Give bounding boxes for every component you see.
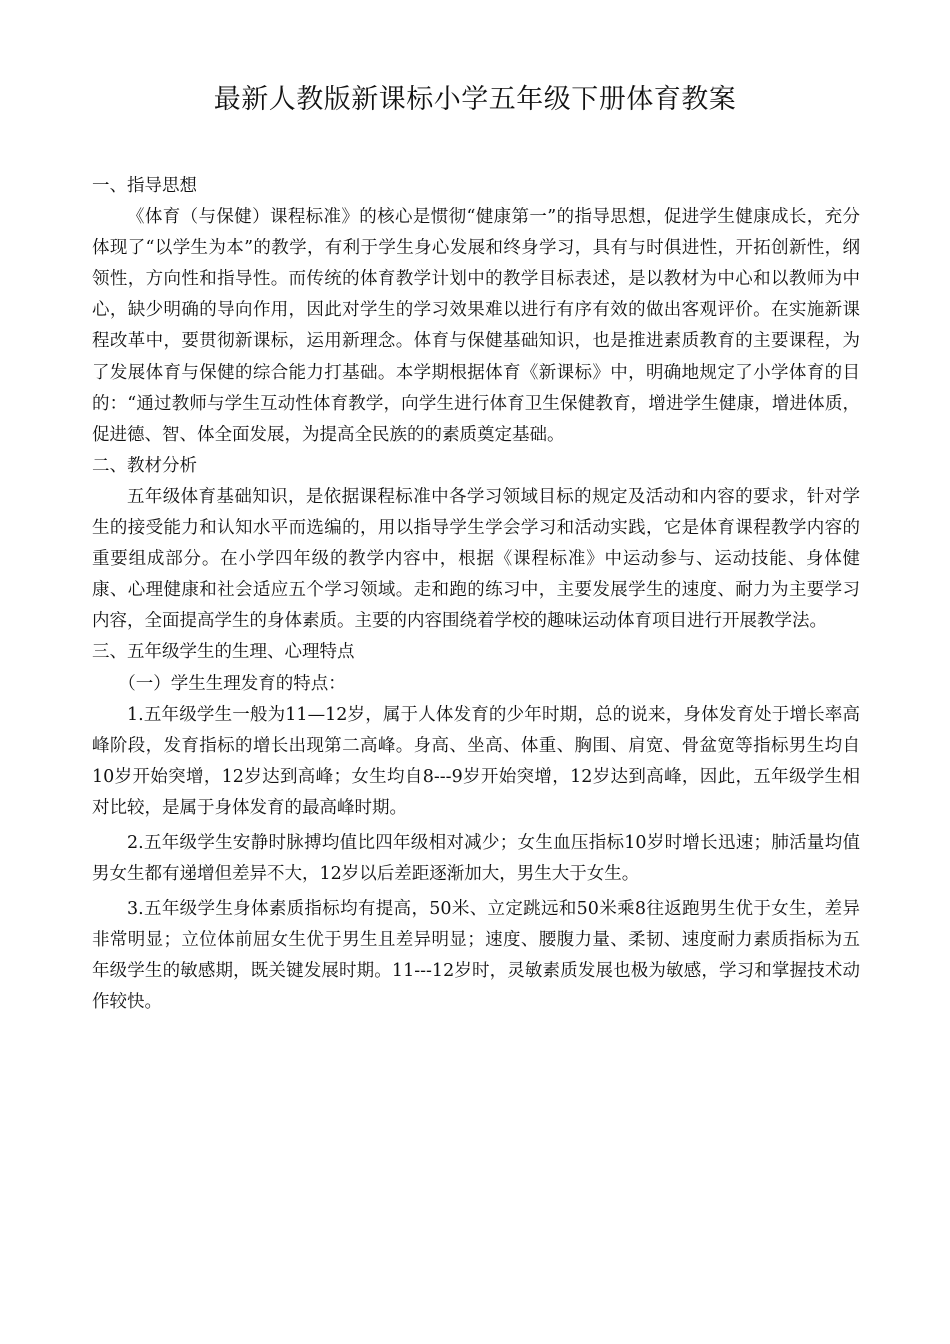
paragraph-textbook-analysis: 五年级体育基础知识，是依据课程标准中各学习领域目标的规定及活动和内容的要求，针对学生的接受能力和认知水平而选编的，用以指导学生学会学习和活动实践，它是体育课程教学内容的重要组成部分。在小学四年级的教学内容中，根据《课程标准》中运动参与、运动技能、身体健康、心理健康和社会适应五个学习领域。走和跑的练习中，主要发展学生的速度、耐力为主要学习内容，全面提高学生的身体素质。主要的内容围绕着学校的趣味运动体育项目进行开展教学法。: [92, 486, 860, 632]
paragraph-guiding-ideology: 《体育（与保健）课程标准》的核心是惯彻“健康第一”的指导思想，促进学生健康成长，充分体现了“以学生为本”的教学，有利于学生身心发展和终身学习，具有与时俱进性，开拓创新性，纲领性，方向性和指导性。而传统的体育教学计划中的教学目标表述，是以教材为中心和以教师为中心，缺少明确的导向作用，因此对学生的学习效果难以进行有序有效的做出客观评价。在实施新课程改革中，要贯彻新课标，运用新理念。体育与保健基础知识，也是推进素质教育的主要课程，为了发展体育与保健的综合能力打基础。本学期根据体育《新课标》中，明确地规定了小学体育的目的：“通过教师与学生互动性体育教学，向学生进行体育卫生保健教育，增进学生健康，增进体质，促进德、智、体全面发展，为提高全民族的的素质奠定基础。: [92, 207, 860, 445]
list-item-3: 3.五年级学生身体素质指标均有提高，50米、立定跳远和50米乘8往返跑男生优于女生，差异非常明显；立位体前屈女生优于男生且差异明显；速度、腰腹力量、柔韧、速度耐力素质指标为五年级学生的敏感期，既关键发展时期。11---12岁时，灵敏素质发展也极为敏感，学习和掌握技术动作较快。: [92, 899, 860, 1013]
list-item-2: 2.五年级学生安静时脉搏均值比四年级相对减少；女生血压指标10岁时增长迅速；肺活量均值男女生都有递增但差异不大，12岁以后差距逐渐加大，男生大于女生。: [92, 832, 860, 885]
section-heading-textbook-analysis: 二、教材分析: [92, 455, 197, 476]
document-title: 最新人教版新课标小学五年级下册体育教案: [213, 84, 737, 115]
section-heading-guiding-ideology: 一、指导思想: [92, 176, 197, 196]
subheading-physiological-development: （一）学生生理发育的特点：: [118, 673, 346, 694]
section-heading-student-characteristics: 三、五年级学生的生理、心理特点: [92, 642, 355, 663]
document-body: [92, 171, 860, 1019]
list-item-1: 1.五年级学生一般为11—12岁，属于人体发育的少年时期，总的说来，身体发育处于增长率高峰阶段，发育指标的增长出现第二高峰。身高、坐高、体重、胸围、肩宽、骨盆宽等指标男生均自10岁开始突增，12岁达到高峰；女生均自8---9岁开始突增，12岁达到高峰，因此，五年级学生相对比较，是属于身体发育的最高峰时期。: [92, 704, 860, 818]
